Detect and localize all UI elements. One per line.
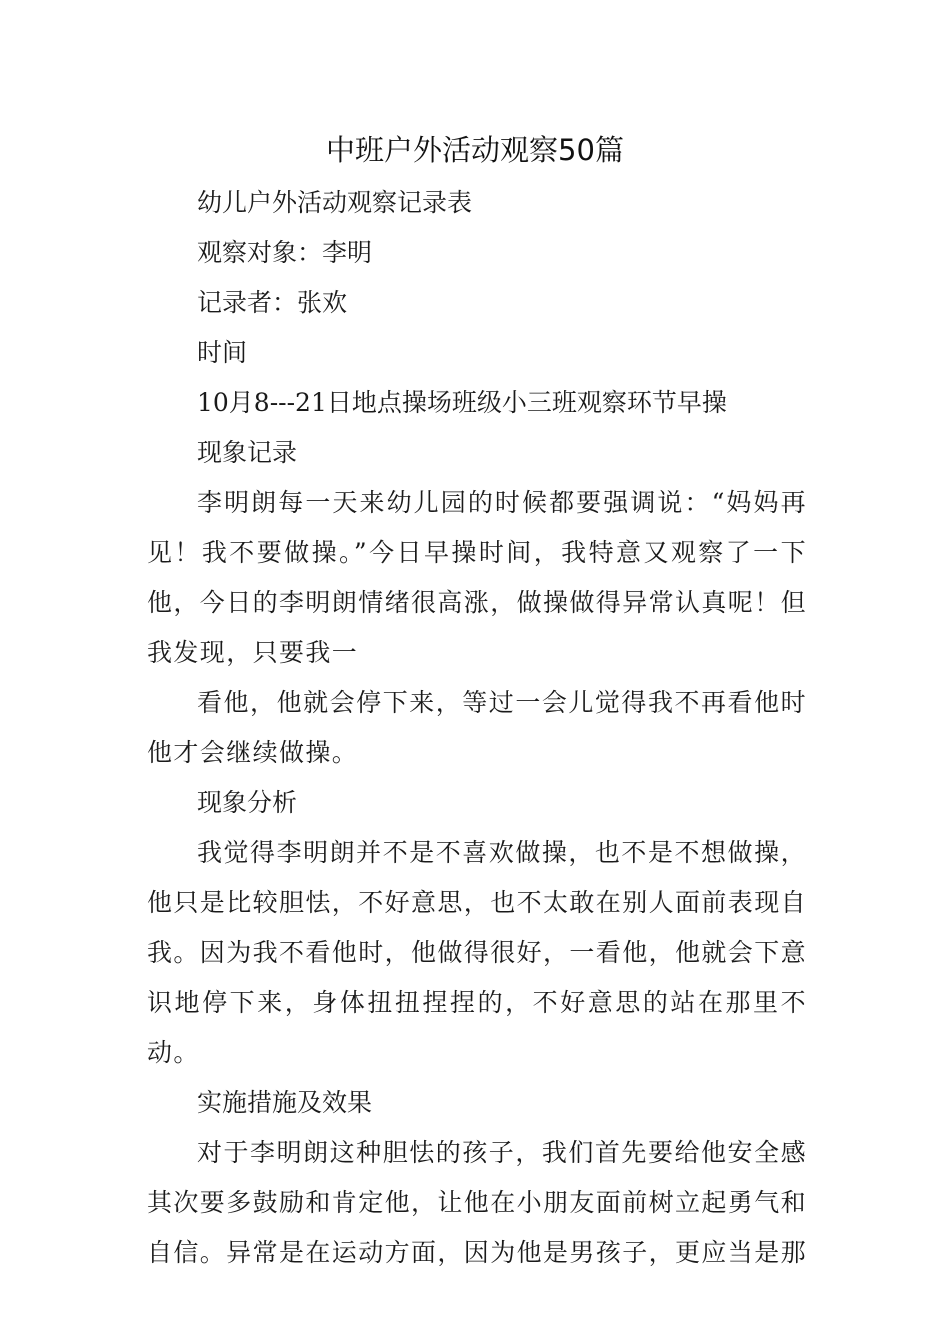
section-heading-analysis: 现象分析 bbox=[197, 788, 298, 817]
document-body bbox=[147, 178, 807, 1278]
time-place-details: 10月8---21日地点操场班级小三班观察环节早操 bbox=[197, 388, 727, 417]
section-heading-measures: 实施措施及效果 bbox=[197, 1088, 373, 1117]
time-label: 时间 bbox=[197, 338, 248, 367]
observed-subject: 观察对象：李明 bbox=[197, 238, 373, 267]
section-heading-record: 现象记录 bbox=[197, 438, 298, 467]
paragraph-measures: 对于李明朗这种胆怯的孩子，我们首先要给他安全感其次要多鼓励和肯定他，让他在小朋友面前树立起勇气和自信。异常是在运动方面，因为他是男孩子，更应当是那 bbox=[147, 1138, 808, 1267]
form-heading: 幼儿户外活动观察记录表 bbox=[197, 188, 473, 217]
paragraph-record-2: 看他，他就会停下来，等过一会儿觉得我不再看他时他才会继续做操。 bbox=[147, 688, 807, 767]
recorder: 记录者：张欢 bbox=[197, 288, 348, 317]
paragraph-record-1: 李明朗每一天来幼儿园的时候都要强调说：“妈妈再见！我不要做操。”今日早操时间，我特意又观察了一下他，今日的李明朗情绪很高涨，做操做得异常认真呢！但我发现，只要我一 bbox=[147, 488, 808, 667]
paragraph-analysis: 我觉得李明朗并不是不喜欢做操，也不是不想做操，他只是比较胆怯，不好意思，也不太敢在别人面前表现自我。因为我不看他时，他做得很好，一看他，他就会下意识地停下来，身体扭扭捏捏的，不好意思的站在那里不动。 bbox=[147, 838, 808, 1067]
page-title: 中班户外活动观察50篇 bbox=[326, 133, 624, 167]
